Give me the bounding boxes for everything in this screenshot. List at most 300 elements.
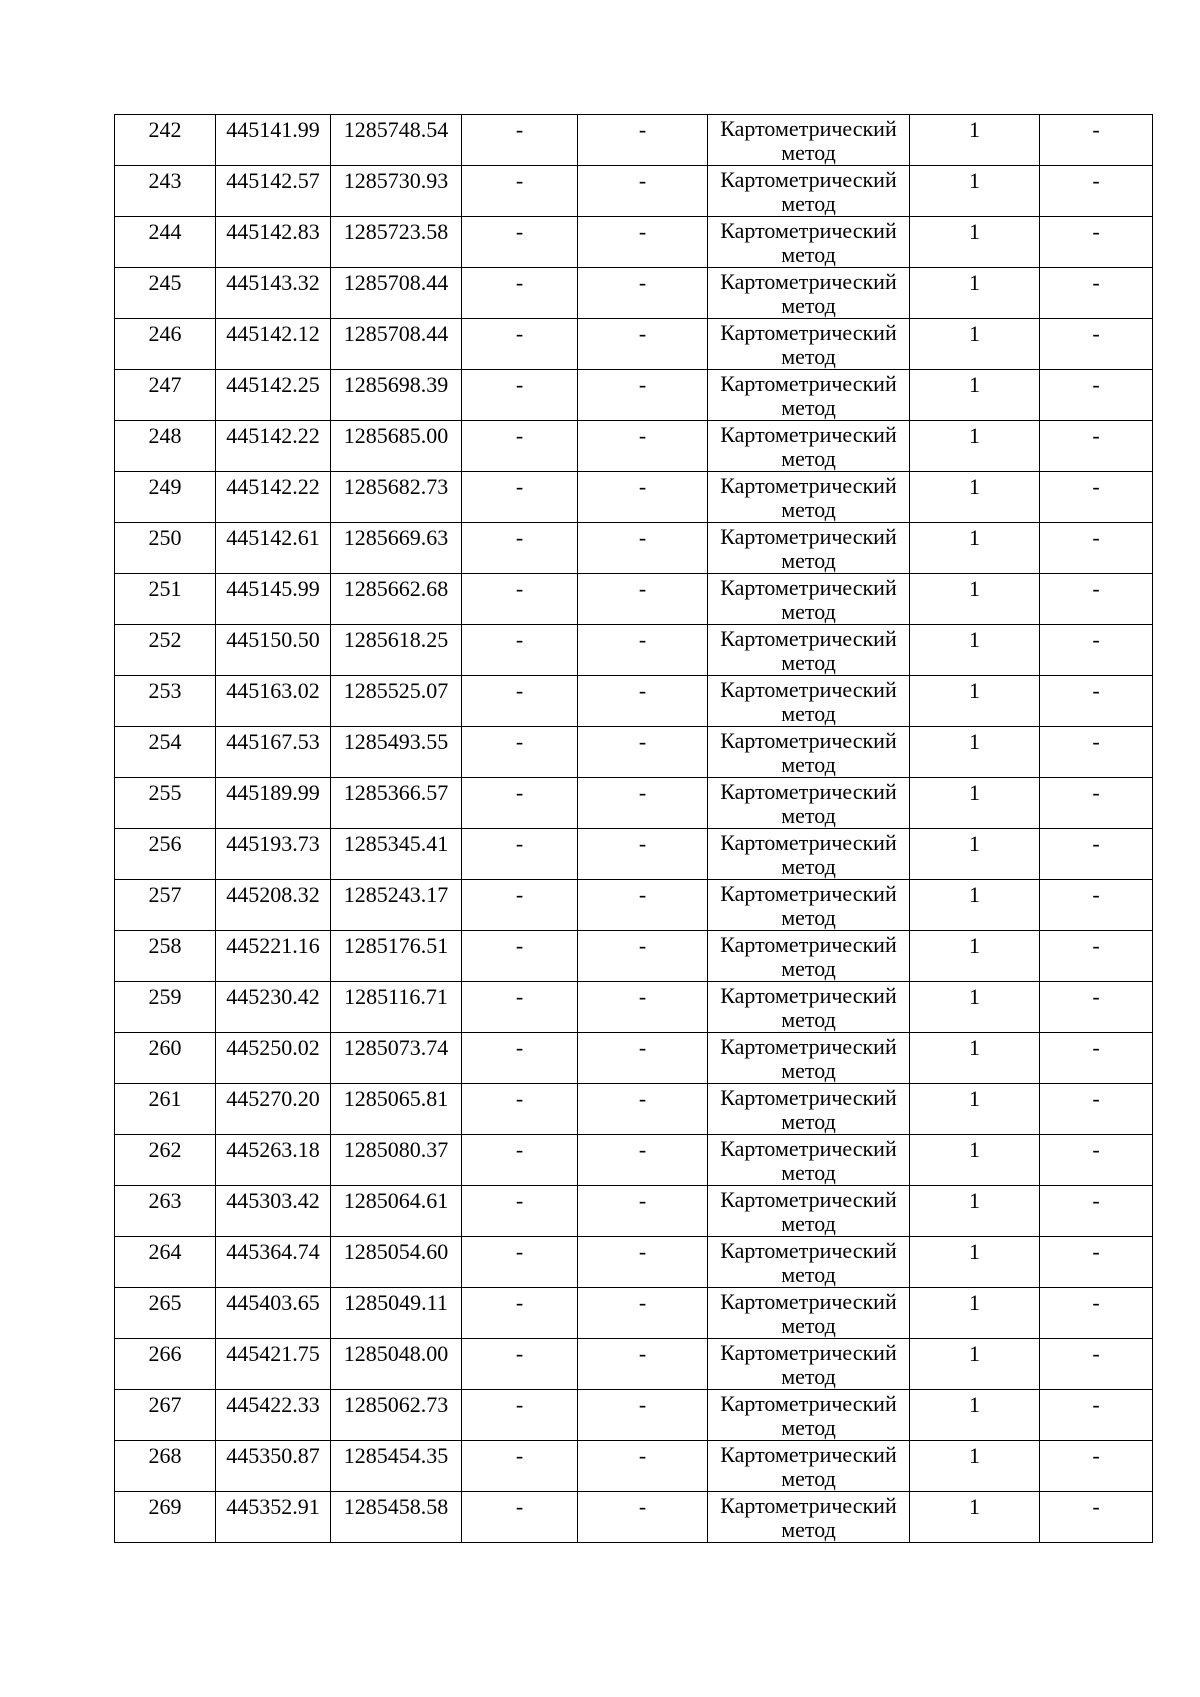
y-coordinate-cell xyxy=(331,727,462,778)
y-coordinate-text: 1285723.58 xyxy=(343,219,449,244)
y-old-text: - xyxy=(638,423,647,448)
y-coordinate-text: 1285618.25 xyxy=(343,627,449,652)
accuracy-text: 1 xyxy=(969,627,980,652)
x-coordinate-cell xyxy=(216,676,331,727)
point-number-text: 256 xyxy=(148,831,182,856)
y-old-text: - xyxy=(638,1035,647,1060)
description-text: - xyxy=(1092,1239,1100,1264)
point-number-text: 265 xyxy=(148,1290,182,1315)
accuracy-cell xyxy=(910,370,1040,421)
y-coordinate-cell xyxy=(331,1237,462,1288)
point-number-text: 261 xyxy=(148,1086,182,1111)
y-old-cell xyxy=(578,1492,708,1543)
method-text: Картометрический метод xyxy=(720,728,897,777)
point-number-text: 262 xyxy=(148,1137,182,1162)
point-number-text: 260 xyxy=(148,1035,182,1060)
y-old-cell xyxy=(578,1084,708,1135)
x-old-cell xyxy=(462,1492,578,1543)
table-row xyxy=(115,319,1153,370)
table-row xyxy=(115,421,1153,472)
description-cell xyxy=(1040,574,1153,625)
x-old-cell xyxy=(462,1033,578,1084)
accuracy-text: 1 xyxy=(969,1086,980,1111)
point-number-text: 253 xyxy=(148,678,182,703)
y-coordinate-cell xyxy=(331,1084,462,1135)
x-old-cell xyxy=(462,523,578,574)
x-old-cell xyxy=(462,472,578,523)
x-old-text: - xyxy=(515,219,524,244)
y-old-text: - xyxy=(638,984,647,1009)
table-row xyxy=(115,1390,1153,1441)
x-coordinate-cell xyxy=(216,370,331,421)
method-text: Картометрический метод xyxy=(720,1289,897,1338)
x-old-text: - xyxy=(515,984,524,1009)
x-coordinate-text: 445303.42 xyxy=(226,1188,320,1213)
accuracy-cell xyxy=(910,472,1040,523)
x-old-text: - xyxy=(515,627,524,652)
y-old-text: - xyxy=(638,1086,647,1111)
y-old-text: - xyxy=(638,1290,647,1315)
point-number-text: 249 xyxy=(148,474,182,499)
y-old-text: - xyxy=(638,1239,647,1264)
y-coordinate-text: 1285243.17 xyxy=(343,882,449,907)
point-number-cell xyxy=(115,727,216,778)
description-text: - xyxy=(1092,1392,1100,1417)
description-cell xyxy=(1040,1339,1153,1390)
method-text: Картометрический метод xyxy=(720,779,897,828)
accuracy-text: 1 xyxy=(969,474,980,499)
y-old-cell xyxy=(578,217,708,268)
accuracy-text: 1 xyxy=(969,1341,980,1366)
table-row xyxy=(115,472,1153,523)
description-cell xyxy=(1040,829,1153,880)
accuracy-text: 1 xyxy=(969,1188,980,1213)
accuracy-text: 1 xyxy=(969,1443,980,1468)
x-coordinate-text: 445142.22 xyxy=(226,423,320,448)
x-old-text: - xyxy=(515,270,524,295)
point-number-text: 245 xyxy=(148,270,182,295)
y-old-cell xyxy=(578,931,708,982)
description-text: - xyxy=(1092,1188,1100,1213)
y-old-text: - xyxy=(638,219,647,244)
x-coordinate-cell xyxy=(216,115,331,166)
y-old-cell xyxy=(578,1339,708,1390)
y-coordinate-cell xyxy=(331,166,462,217)
description-cell xyxy=(1040,472,1153,523)
y-coordinate-cell xyxy=(331,115,462,166)
accuracy-cell xyxy=(910,319,1040,370)
x-coordinate-text: 445142.57 xyxy=(226,168,320,193)
point-number-cell xyxy=(115,676,216,727)
description-cell xyxy=(1040,625,1153,676)
point-number-text: 242 xyxy=(148,117,182,142)
accuracy-cell xyxy=(910,574,1040,625)
point-number-cell xyxy=(115,931,216,982)
x-old-cell xyxy=(462,829,578,880)
point-number-text: 268 xyxy=(148,1443,182,1468)
x-old-cell xyxy=(462,1441,578,1492)
point-number-cell xyxy=(115,1237,216,1288)
x-coordinate-text: 445141.99 xyxy=(226,117,320,142)
method-cell xyxy=(708,1288,910,1339)
method-text: Картометрический метод xyxy=(720,1391,897,1440)
x-coordinate-text: 445208.32 xyxy=(226,882,320,907)
method-text: Картометрический метод xyxy=(720,1136,897,1185)
point-number-text: 244 xyxy=(148,219,182,244)
x-old-text: - xyxy=(515,678,524,703)
point-number-text: 254 xyxy=(148,729,182,754)
point-number-cell xyxy=(115,1441,216,1492)
x-coordinate-cell xyxy=(216,778,331,829)
y-old-cell xyxy=(578,370,708,421)
method-text: Картометрический метод xyxy=(720,626,897,675)
table-row xyxy=(115,1135,1153,1186)
y-coordinate-text: 1285116.71 xyxy=(344,984,448,1009)
point-number-text: 269 xyxy=(148,1494,182,1519)
x-coordinate-cell xyxy=(216,217,331,268)
method-cell xyxy=(708,472,910,523)
method-cell xyxy=(708,1390,910,1441)
y-old-cell xyxy=(578,523,708,574)
description-text: - xyxy=(1092,321,1100,346)
x-old-text: - xyxy=(515,168,524,193)
accuracy-cell xyxy=(910,115,1040,166)
y-old-cell xyxy=(578,982,708,1033)
x-old-cell xyxy=(462,166,578,217)
x-coordinate-text: 445221.16 xyxy=(226,933,320,958)
y-old-text: - xyxy=(638,117,647,142)
point-number-cell xyxy=(115,1186,216,1237)
accuracy-text: 1 xyxy=(969,117,980,142)
y-old-cell xyxy=(578,625,708,676)
point-number-cell xyxy=(115,778,216,829)
table-row xyxy=(115,1084,1153,1135)
y-old-text: - xyxy=(638,678,647,703)
y-coordinate-text: 1285065.81 xyxy=(343,1086,449,1111)
description-text: - xyxy=(1092,933,1100,958)
y-old-text: - xyxy=(638,882,647,907)
method-text: Картометрический метод xyxy=(720,1034,897,1083)
accuracy-cell xyxy=(910,166,1040,217)
description-text: - xyxy=(1092,117,1100,142)
description-cell xyxy=(1040,1390,1153,1441)
y-old-text: - xyxy=(638,1392,647,1417)
x-old-text: - xyxy=(515,321,524,346)
table-row xyxy=(115,523,1153,574)
y-coordinate-text: 1285073.74 xyxy=(343,1035,449,1060)
point-number-text: 246 xyxy=(148,321,182,346)
accuracy-text: 1 xyxy=(969,525,980,550)
x-coordinate-text: 445167.53 xyxy=(226,729,320,754)
table-row xyxy=(115,166,1153,217)
y-old-cell xyxy=(578,829,708,880)
accuracy-cell xyxy=(910,1186,1040,1237)
method-text: Картометрический метод xyxy=(720,218,897,267)
x-coordinate-text: 445350.87 xyxy=(226,1443,320,1468)
y-coordinate-text: 1285493.55 xyxy=(343,729,449,754)
method-text: Картометрический метод xyxy=(720,830,897,879)
y-coordinate-cell xyxy=(331,676,462,727)
method-text: Картометрический метод xyxy=(720,1493,897,1542)
x-coordinate-cell xyxy=(216,1237,331,1288)
table-row xyxy=(115,115,1153,166)
method-cell xyxy=(708,931,910,982)
description-text: - xyxy=(1092,219,1100,244)
y-old-cell xyxy=(578,166,708,217)
accuracy-text: 1 xyxy=(969,882,980,907)
accuracy-cell xyxy=(910,778,1040,829)
accuracy-cell xyxy=(910,1288,1040,1339)
description-text: - xyxy=(1092,423,1100,448)
table-row xyxy=(115,625,1153,676)
x-coordinate-text: 445142.12 xyxy=(226,321,320,346)
accuracy-cell xyxy=(910,931,1040,982)
x-old-cell xyxy=(462,268,578,319)
y-coordinate-text: 1285685.00 xyxy=(343,423,449,448)
accuracy-text: 1 xyxy=(969,270,980,295)
table-row xyxy=(115,727,1153,778)
accuracy-text: 1 xyxy=(969,678,980,703)
x-coordinate-cell xyxy=(216,727,331,778)
x-old-cell xyxy=(462,931,578,982)
y-old-cell xyxy=(578,880,708,931)
x-coordinate-text: 445421.75 xyxy=(226,1341,320,1366)
y-old-cell xyxy=(578,1033,708,1084)
description-text: - xyxy=(1092,1137,1100,1162)
x-old-cell xyxy=(462,574,578,625)
y-coordinate-text: 1285708.44 xyxy=(343,321,449,346)
description-cell xyxy=(1040,268,1153,319)
x-old-cell xyxy=(462,625,578,676)
description-text: - xyxy=(1092,1290,1100,1315)
accuracy-text: 1 xyxy=(969,321,980,346)
accuracy-cell xyxy=(910,1084,1040,1135)
point-number-text: 259 xyxy=(148,984,182,1009)
x-old-cell xyxy=(462,1390,578,1441)
y-old-cell xyxy=(578,472,708,523)
y-old-text: - xyxy=(638,168,647,193)
description-cell xyxy=(1040,778,1153,829)
description-cell xyxy=(1040,1288,1153,1339)
x-coordinate-cell xyxy=(216,1441,331,1492)
x-old-cell xyxy=(462,421,578,472)
point-number-cell xyxy=(115,1135,216,1186)
point-number-cell xyxy=(115,829,216,880)
x-coordinate-text: 445403.65 xyxy=(226,1290,320,1315)
y-coordinate-cell xyxy=(331,1390,462,1441)
table-row xyxy=(115,778,1153,829)
method-cell xyxy=(708,319,910,370)
description-cell xyxy=(1040,319,1153,370)
x-coordinate-text: 445145.99 xyxy=(226,576,320,601)
method-cell xyxy=(708,1186,910,1237)
point-number-cell xyxy=(115,370,216,421)
accuracy-text: 1 xyxy=(969,423,980,448)
coordinates-table xyxy=(114,114,1153,1543)
table-row xyxy=(115,217,1153,268)
y-coordinate-cell xyxy=(331,931,462,982)
point-number-text: 263 xyxy=(148,1188,182,1213)
x-old-cell xyxy=(462,1339,578,1390)
x-old-cell xyxy=(462,1288,578,1339)
point-number-cell xyxy=(115,1084,216,1135)
method-cell xyxy=(708,574,910,625)
accuracy-text: 1 xyxy=(969,1137,980,1162)
method-cell xyxy=(708,727,910,778)
point-number-cell xyxy=(115,574,216,625)
accuracy-cell xyxy=(910,1492,1040,1543)
method-cell xyxy=(708,1033,910,1084)
y-old-cell xyxy=(578,319,708,370)
y-old-text: - xyxy=(638,1137,647,1162)
point-number-text: 250 xyxy=(148,525,182,550)
description-text: - xyxy=(1092,270,1100,295)
method-text: Картометрический метод xyxy=(720,116,897,165)
point-number-text: 247 xyxy=(148,372,182,397)
accuracy-cell xyxy=(910,1339,1040,1390)
accuracy-text: 1 xyxy=(969,1392,980,1417)
y-old-text: - xyxy=(638,831,647,856)
y-old-cell xyxy=(578,778,708,829)
point-number-text: 266 xyxy=(148,1341,182,1366)
x-coordinate-cell xyxy=(216,1339,331,1390)
y-coordinate-cell xyxy=(331,523,462,574)
y-coordinate-text: 1285345.41 xyxy=(343,831,449,856)
method-cell xyxy=(708,1441,910,1492)
description-cell xyxy=(1040,1492,1153,1543)
description-text: - xyxy=(1092,168,1100,193)
description-text: - xyxy=(1092,525,1100,550)
point-number-cell xyxy=(115,268,216,319)
description-text: - xyxy=(1092,984,1100,1009)
x-coordinate-cell xyxy=(216,1135,331,1186)
accuracy-cell xyxy=(910,1135,1040,1186)
y-coordinate-cell xyxy=(331,829,462,880)
x-coordinate-cell xyxy=(216,880,331,931)
method-cell xyxy=(708,1492,910,1543)
x-old-text: - xyxy=(515,423,524,448)
description-cell xyxy=(1040,370,1153,421)
x-coordinate-cell xyxy=(216,829,331,880)
x-old-text: - xyxy=(515,1086,524,1111)
y-old-text: - xyxy=(638,729,647,754)
x-coordinate-cell xyxy=(216,1288,331,1339)
y-old-text: - xyxy=(638,933,647,958)
point-number-cell xyxy=(115,421,216,472)
y-old-text: - xyxy=(638,576,647,601)
y-coordinate-text: 1285064.61 xyxy=(343,1188,449,1213)
table-row xyxy=(115,829,1153,880)
table-row xyxy=(115,574,1153,625)
method-cell xyxy=(708,1339,910,1390)
point-number-cell xyxy=(115,319,216,370)
x-old-cell xyxy=(462,319,578,370)
method-cell xyxy=(708,166,910,217)
y-coordinate-text: 1285525.07 xyxy=(343,678,449,703)
table-row xyxy=(115,676,1153,727)
accuracy-text: 1 xyxy=(969,729,980,754)
table-row xyxy=(115,1492,1153,1543)
method-text: Картометрический метод xyxy=(720,1340,897,1389)
description-cell xyxy=(1040,217,1153,268)
table-row xyxy=(115,370,1153,421)
accuracy-cell xyxy=(910,829,1040,880)
point-number-text: 258 xyxy=(148,933,182,958)
point-number-text: 243 xyxy=(148,168,182,193)
description-cell xyxy=(1040,880,1153,931)
x-old-cell xyxy=(462,115,578,166)
method-cell xyxy=(708,880,910,931)
x-old-text: - xyxy=(515,780,524,805)
y-coordinate-cell xyxy=(331,268,462,319)
x-old-text: - xyxy=(515,1392,524,1417)
method-text: Картометрический метод xyxy=(720,932,897,981)
y-coordinate-cell xyxy=(331,1288,462,1339)
description-cell xyxy=(1040,676,1153,727)
y-old-cell xyxy=(578,421,708,472)
description-text: - xyxy=(1092,780,1100,805)
y-coordinate-cell xyxy=(331,1339,462,1390)
x-coordinate-text: 445422.33 xyxy=(226,1392,320,1417)
y-old-text: - xyxy=(638,1494,647,1519)
description-cell xyxy=(1040,982,1153,1033)
y-coordinate-cell xyxy=(331,1492,462,1543)
description-text: - xyxy=(1092,882,1100,907)
y-coordinate-text: 1285054.60 xyxy=(343,1239,449,1264)
description-text: - xyxy=(1092,474,1100,499)
x-old-text: - xyxy=(515,1341,524,1366)
description-text: - xyxy=(1092,729,1100,754)
accuracy-text: 1 xyxy=(969,984,980,1009)
method-text: Картометрический метод xyxy=(720,371,897,420)
x-coordinate-text: 445142.83 xyxy=(226,219,320,244)
x-coordinate-text: 445142.61 xyxy=(226,525,320,550)
point-number-cell xyxy=(115,166,216,217)
method-text: Картометрический метод xyxy=(720,167,897,216)
y-old-cell xyxy=(578,1186,708,1237)
table-row xyxy=(115,880,1153,931)
accuracy-cell xyxy=(910,217,1040,268)
y-coordinate-text: 1285049.11 xyxy=(344,1290,448,1315)
method-cell xyxy=(708,1135,910,1186)
y-old-cell xyxy=(578,1135,708,1186)
y-old-cell xyxy=(578,1237,708,1288)
y-coordinate-cell xyxy=(331,319,462,370)
x-old-text: - xyxy=(515,1494,524,1519)
x-coordinate-text: 445150.50 xyxy=(226,627,320,652)
y-coordinate-text: 1285176.51 xyxy=(343,933,449,958)
x-coordinate-text: 445142.22 xyxy=(226,474,320,499)
x-coordinate-text: 445142.25 xyxy=(226,372,320,397)
x-coordinate-text: 445230.42 xyxy=(226,984,320,1009)
accuracy-cell xyxy=(910,1441,1040,1492)
x-coordinate-cell xyxy=(216,931,331,982)
point-number-text: 251 xyxy=(148,576,182,601)
x-coordinate-cell xyxy=(216,166,331,217)
y-old-text: - xyxy=(638,780,647,805)
accuracy-cell xyxy=(910,421,1040,472)
y-old-cell xyxy=(578,115,708,166)
x-old-text: - xyxy=(515,1239,524,1264)
y-old-text: - xyxy=(638,474,647,499)
point-number-cell xyxy=(115,982,216,1033)
y-coordinate-cell xyxy=(331,217,462,268)
accuracy-text: 1 xyxy=(969,1035,980,1060)
description-cell xyxy=(1040,1186,1153,1237)
x-coordinate-text: 445193.73 xyxy=(226,831,320,856)
y-old-text: - xyxy=(638,525,647,550)
point-number-cell xyxy=(115,1288,216,1339)
